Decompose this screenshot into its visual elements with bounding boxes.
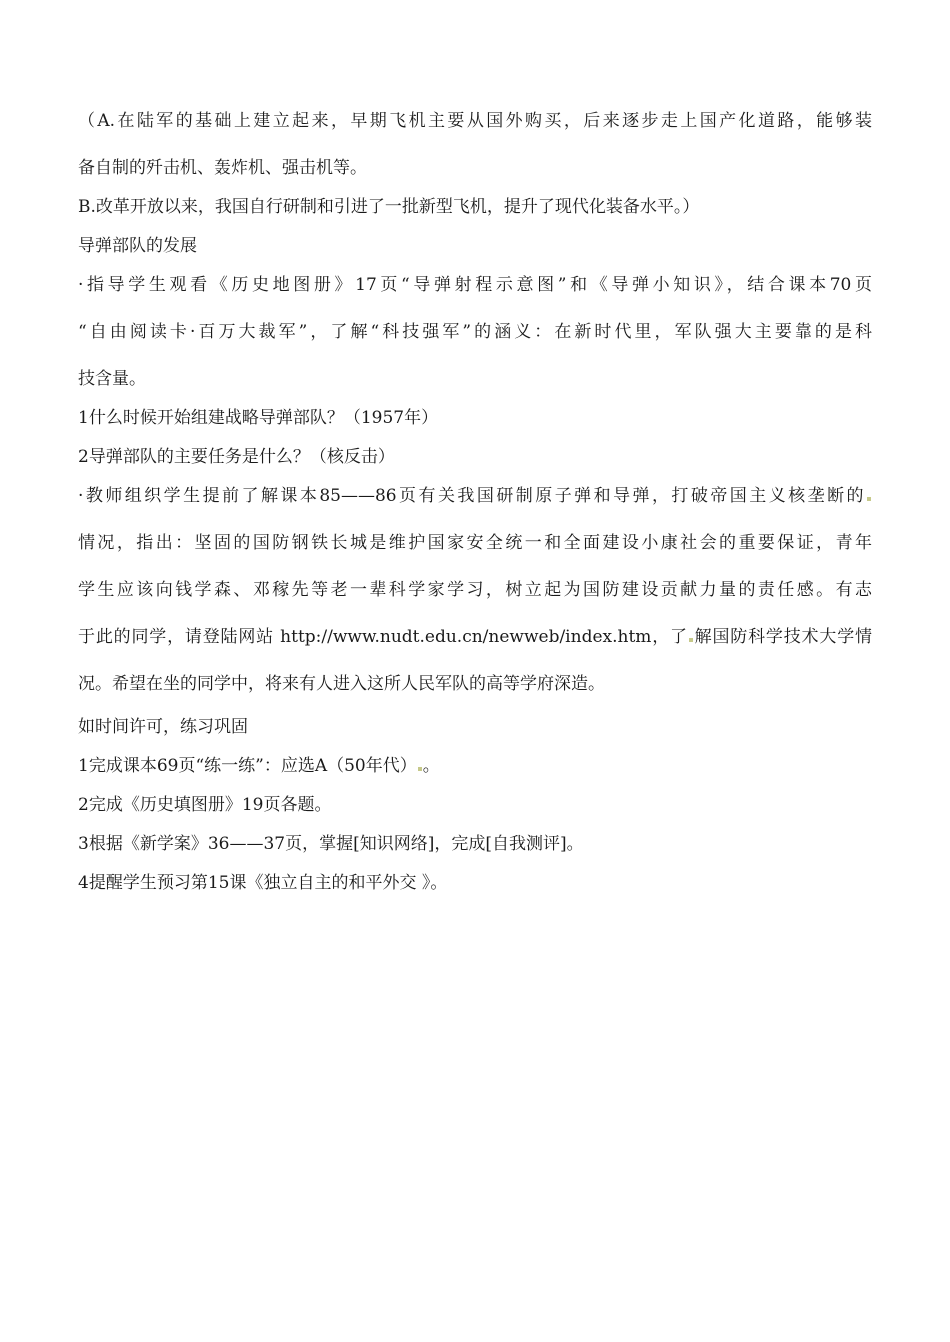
exercise-text: 。 <box>422 756 440 776</box>
paragraph-line: 备自制的歼击机、轰炸机、强击机等。 <box>78 158 367 178</box>
exercise-text: 1完成课本69页“练一练”：应选A（50年代） <box>78 756 417 776</box>
paragraph-text: ·教师组织学生提前了解课本85——86页有关我国研制原子弹和导弹，打破帝国主义核垄断的 <box>78 486 866 506</box>
section-heading: 如时间许可，练习巩固 <box>78 717 248 737</box>
website-text: 于此的同学，请登陆网站 http://www.nudt.edu.cn/newweb/index.htm，了 <box>78 627 688 647</box>
paragraph-line: 情况，指出：坚固的国防钢铁长城是维护国家安全统一和全面建设小康社会的重要保证，青年 <box>78 533 872 553</box>
paragraph-line <box>78 626 872 648</box>
document-body <box>78 110 872 911</box>
paragraph-line: （A.在陆军的基础上建立起来，早期飞机主要从国外购买，后来逐步走上国产化道路，能够装 <box>78 111 872 131</box>
paragraph-line <box>78 485 872 507</box>
question-item: 2导弹部队的主要任务是什么？（核反击） <box>78 447 395 467</box>
paragraph-line: ·指导学生观看《历史地图册》17页“导弹射程示意图”和《导弹小知识》，结合课本70页 <box>78 275 872 295</box>
exercise-item: 3根据《新学案》36——37页，掌握[知识网络]，完成[自我测评]。 <box>78 834 584 854</box>
exercise-item <box>78 755 872 777</box>
exercise-item: 4提醒学生预习第15课《独立自主的和平外交 》。 <box>78 873 448 893</box>
paragraph-text: 解国防科学技术大学情 <box>693 627 873 647</box>
exercise-item: 2完成《历史填图册》19页各题。 <box>78 795 332 815</box>
edit-mark <box>867 497 871 501</box>
paragraph-line: 技含量。 <box>78 369 146 389</box>
paragraph-line: 学生应该向钱学森、邓稼先等老一辈科学家学习，树立起为国防建设贡献力量的责任感。有志 <box>78 580 872 600</box>
edit-mark <box>418 767 422 771</box>
edit-mark <box>689 638 693 642</box>
question-item: 1什么时候开始组建战略导弹部队？（1957年） <box>78 408 439 428</box>
paragraph-line: “自由阅读卡·百万大裁军”，了解“科技强军”的涵义：在新时代里，军队强大主要靠的是科 <box>78 322 872 342</box>
section-heading: 导弹部队的发展 <box>78 236 197 256</box>
paragraph-line: B.改革开放以来，我国自行研制和引进了一批新型飞机，提升了现代化装备水平。） <box>78 197 700 217</box>
paragraph-line: 况。希望在坐的同学中，将来有人进入这所人民军队的高等学府深造。 <box>78 674 605 694</box>
